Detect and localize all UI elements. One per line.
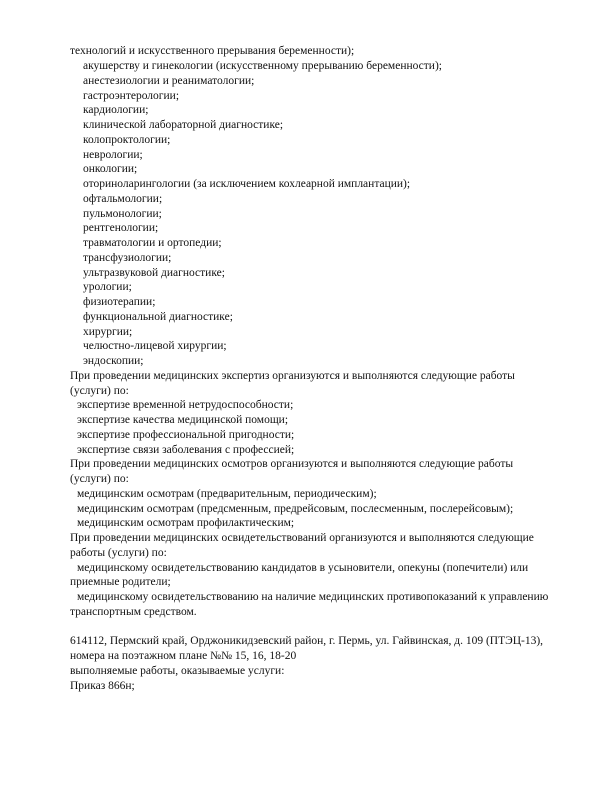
list-item: урологии; bbox=[83, 281, 132, 293]
paragraph-line: При проведении медицинских экспертиз организуются и выполняются следующие работы bbox=[70, 370, 515, 382]
list-item: экспертизе временной нетрудоспособности; bbox=[77, 399, 294, 411]
text-line: технологий и искусственного прерывания беременности); bbox=[70, 45, 355, 57]
list-item: физиотерапии; bbox=[83, 296, 156, 308]
list-item: хирургии; bbox=[83, 326, 133, 338]
list-item: рентгенологии; bbox=[83, 222, 159, 234]
list-item: экспертизе качества медицинской помощи; bbox=[77, 414, 289, 426]
list-item: онкологии; bbox=[83, 163, 138, 175]
list-item: эндоскопии; bbox=[83, 355, 144, 367]
list-item: медицинским осмотрам (предварительным, периодическим); bbox=[77, 488, 377, 500]
list-item: функциональной диагностике; bbox=[83, 311, 233, 323]
list-item: неврологии; bbox=[83, 149, 143, 161]
list-item: экспертизе связи заболевания с профессией; bbox=[77, 444, 295, 456]
list-item: трансфузиологии; bbox=[83, 252, 172, 264]
paragraph-line: приемные родители; bbox=[70, 576, 171, 588]
list-item: офтальмологии; bbox=[83, 193, 163, 205]
paragraph-line: работы (услуги) по: bbox=[70, 547, 167, 559]
address-line: 614112, Пермский край, Орджоникидзевский район, г. Пермь, ул. Гайвинская, д. 109 (ПТЭЦ-13), bbox=[70, 635, 544, 647]
list-item: кардиологии; bbox=[83, 104, 149, 116]
list-item: челюстно-лицевой хирургии; bbox=[83, 340, 227, 352]
paragraph-line: транспортным средством. bbox=[70, 606, 197, 618]
list-item: акушерству и гинекологии (искусственному прерыванию беременности); bbox=[83, 60, 442, 72]
paragraph-line: (услуги) по: bbox=[70, 473, 129, 485]
list-item: анестезиологии и реаниматологии; bbox=[83, 75, 255, 87]
paragraph-line: (услуги) по: bbox=[70, 385, 129, 397]
list-item: медицинским осмотрам (предсменным, предрейсовым, послесменным, послерейсовым); bbox=[77, 503, 514, 515]
list-item: медицинскому освидетельствованию на наличие медицинских противопоказаний к управлению bbox=[77, 591, 549, 603]
paragraph-line: выполняемые работы, оказываемые услуги: bbox=[70, 665, 285, 677]
list-item: пульмонологии; bbox=[83, 208, 162, 220]
list-item: экспертизе профессиональной пригодности; bbox=[77, 429, 295, 441]
list-item: медицинскому освидетельствованию кандидатов в усыновители, опекуны (попечители) или bbox=[77, 562, 529, 574]
list-item: травматологии и ортопедии; bbox=[83, 237, 222, 249]
paragraph-line: Приказ 866н; bbox=[70, 680, 135, 692]
list-item: клинической лабораторной диагностике; bbox=[83, 119, 284, 131]
list-item: оториноларингологии (за исключением кохлеарной имплантации); bbox=[83, 178, 411, 190]
list-item: колопроктологии; bbox=[83, 134, 171, 146]
paragraph-line: При проведении медицинских освидетельствований организуются и выполняются следующие bbox=[70, 532, 534, 544]
paragraph-line: При проведении медицинских осмотров организуются и выполняются следующие работы bbox=[70, 458, 514, 470]
list-item: гастроэнтерологии; bbox=[83, 90, 180, 102]
list-item: медицинским осмотрам профилактическим; bbox=[77, 517, 295, 529]
address-line: номера на поэтажном плане №№ 15, 16, 18-20 bbox=[70, 650, 297, 662]
list-item: ультразвуковой диагностике; bbox=[83, 267, 225, 279]
